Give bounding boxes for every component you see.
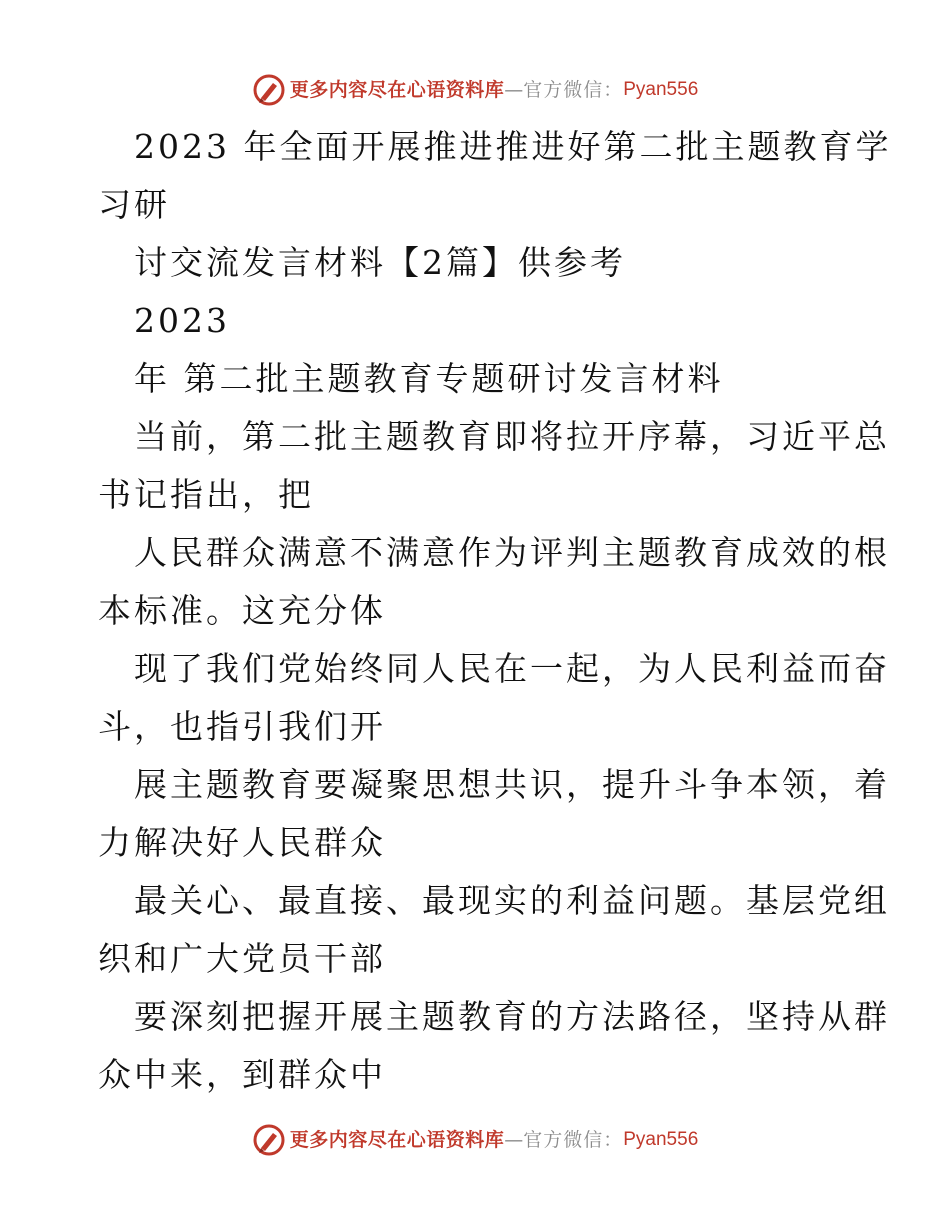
document-line: 众中来，到群众中 (98, 1055, 386, 1094)
document-line: 年 第二批主题教育专题研讨发言材料 (134, 359, 724, 398)
watermark-handle: Pyan556 (623, 1129, 699, 1150)
watermark-site-text: 更多内容尽在心语资料库 (289, 1129, 505, 1151)
document-line: 习研 (98, 185, 170, 224)
document-line: 2023 (134, 301, 230, 340)
watermark-contact-label: 官方微信： (523, 1129, 624, 1151)
document-body (98, 118, 892, 1104)
footer-watermark (0, 1120, 950, 1160)
document-line: 人民群众满意不满意作为评判主题教育成效的根 (134, 533, 890, 572)
watermark-contact-label: 官方微信： (523, 79, 624, 101)
document-line: 当前，第二批主题教育即将拉开序幕，习近平总 (134, 417, 890, 456)
document-line: 现了我们党始终同人民在一起，为人民利益而奋 (134, 649, 890, 688)
document-line: 讨交流发言材料【2篇】供参考 (134, 243, 626, 282)
watermark-site-text: 更多内容尽在心语资料库 (289, 79, 505, 101)
document-line: 本标准。这充分体 (98, 591, 386, 630)
document-line: 织和广大党员干部 (98, 939, 386, 978)
document-line: 展主题教育要凝聚思想共识，提升斗争本领，着 (134, 765, 890, 804)
header-watermark (0, 70, 950, 110)
pen-logo-icon (252, 73, 286, 107)
document-line: 斗，也指引我们开 (98, 707, 386, 746)
document-line: 力解决好人民群众 (98, 823, 386, 862)
document-line: 最关心、最直接、最现实的利益问题。基层党组 (134, 881, 890, 920)
document-line: 2023 年全面开展推进推进好第二批主题教育学 (134, 127, 892, 166)
pen-logo-icon (252, 1123, 286, 1157)
watermark-separator: — (504, 1129, 524, 1151)
document-line: 要深刻把握开展主题教育的方法路径，坚持从群 (134, 997, 890, 1036)
watermark-separator: — (504, 79, 524, 101)
watermark-handle: Pyan556 (623, 79, 699, 100)
document-line: 书记指出，把 (98, 475, 314, 514)
